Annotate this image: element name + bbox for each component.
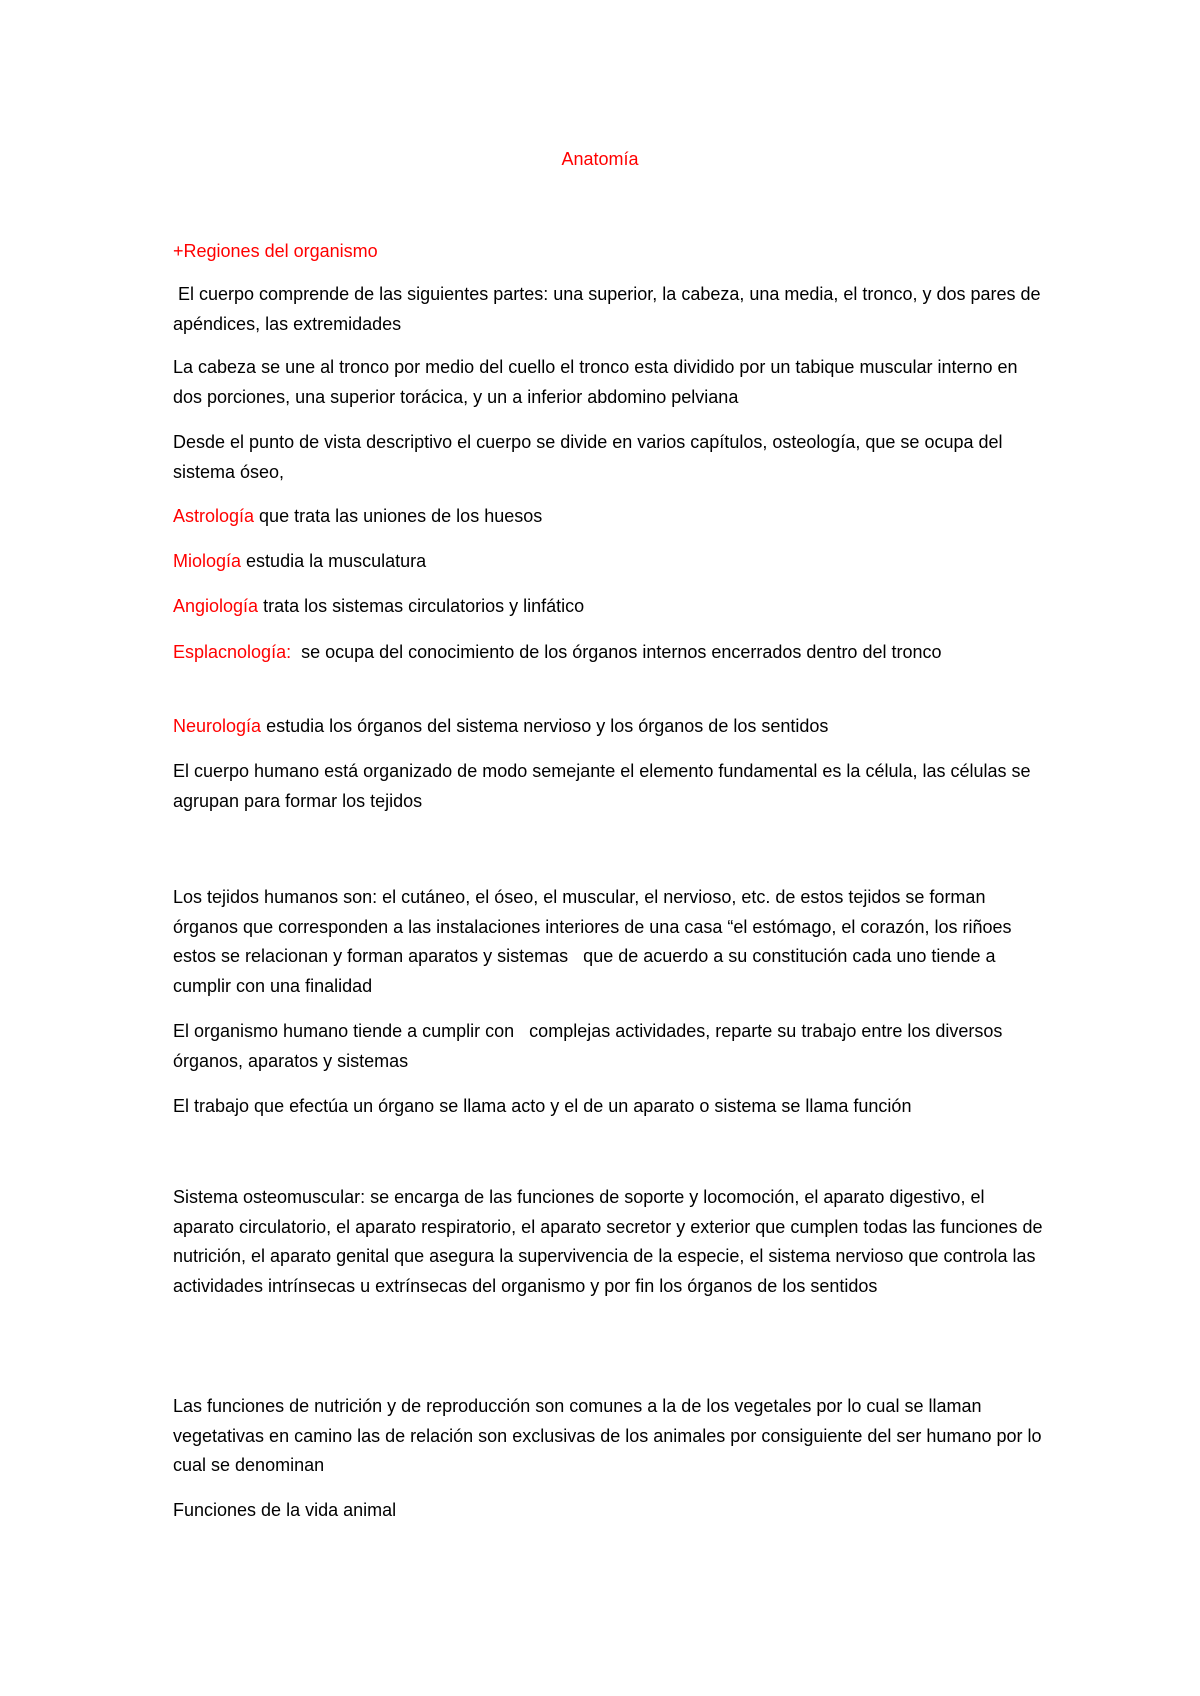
term-name: Miología <box>173 551 242 571</box>
term-astrologia <box>173 502 1043 532</box>
paragraph-text: Los tejidos humanos son: el cutáneo, el óseo, el muscular, el nervioso, etc. de estos tejidos se forman órganos que corresponden a las instalaciones interiores de una casa “el estómago, el corazón, los riñoes estos se relacionan y forman aparatos y sistemas que de acuerdo a su constitución cada uno tiende a cumplir con una finalidad <box>173 887 1027 996</box>
term-miologia <box>173 547 1043 577</box>
paragraph-text: Desde el punto de vista descriptivo el cuerpo se divide en varios capítulos, osteología, que se ocupa del sistema óseo, <box>173 432 1003 482</box>
term-angiologia <box>173 592 1043 622</box>
paragraph-text: El cuerpo comprende de las siguientes partes: una superior, la cabeza, una media, el tronco, y dos pares de apéndices, las extremidades <box>173 284 1046 334</box>
term-line <box>173 547 1043 577</box>
paragraph-functions <box>173 1392 1043 1481</box>
term-line <box>173 638 1043 668</box>
paragraph-text: Sistema osteomuscular: se encarga de las funciones de soporte y locomoción, el aparato digestivo, el aparato circulatorio, el aparato respiratorio, el aparato secretor y exterior que cumplen todas las funciones de nutrición, el aparato genital que asegura la supervivencia de la especie, el sistema nervioso que controla las actividades intrínsecas u extrínsecas del organismo y por fin los órganos de los sentidos <box>173 1187 1043 1296</box>
term-description: que trata las uniones de los huesos <box>254 506 543 526</box>
paragraph-animal-life <box>173 1496 1043 1526</box>
paragraph-systems <box>173 1183 1043 1301</box>
paragraph-text: El organismo humano tiende a cumplir con complejas actividades, reparte su trabajo entre los diversos órganos, aparatos y sistemas <box>173 1021 1008 1071</box>
term-description: se ocupa del conocimiento de los órganos internos encerrados dentro del tronco <box>291 642 942 662</box>
term-name: Angiología <box>173 596 259 616</box>
section-heading-text: +Regiones del organismo <box>173 241 378 261</box>
term-line <box>173 712 1043 742</box>
paragraph-cell <box>173 757 1043 816</box>
paragraph-act-function <box>173 1092 1043 1122</box>
term-line <box>173 592 1043 622</box>
paragraph-text: Funciones de la vida animal <box>173 1500 397 1520</box>
paragraph-head-trunk <box>173 353 1043 412</box>
section-heading <box>173 237 1043 267</box>
paragraph-text: La cabeza se une al tronco por medio del cuello el tronco esta dividido por un tabique muscular interno en dos porciones, una superior torácica, y un a inferior abdomino pelviana <box>173 357 1018 407</box>
paragraph-descriptive <box>173 428 1043 487</box>
term-name: Esplacnología: <box>173 642 292 662</box>
term-name: Astrología <box>173 506 255 526</box>
term-esplacnologia <box>173 638 1043 668</box>
term-description: trata los sistemas circulatorios y linfático <box>258 596 585 616</box>
paragraph-text: Las funciones de nutrición y de reproducción son comunes a la de los vegetales por lo cual se llaman vegetativas en camino las de relación son exclusivas de los animales por consiguiente del ser humano por lo cual se denominan <box>173 1396 1042 1475</box>
paragraph-organism <box>173 1017 1043 1076</box>
paragraph-text: El trabajo que efectúa un órgano se llama acto y el de un aparato o sistema se llama función <box>173 1096 912 1116</box>
term-description: estudia la musculatura <box>241 551 427 571</box>
term-line <box>173 502 1043 532</box>
term-neurologia <box>173 712 1043 742</box>
term-name: Neurología <box>173 716 262 736</box>
paragraph-text: El cuerpo humano está organizado de modo semejante el elemento fundamental es la célula, las células se agrupan para formar los tejidos <box>173 761 1031 811</box>
paragraph-body-parts <box>173 280 1046 339</box>
paragraph-tissues <box>173 883 1043 1001</box>
term-description: estudia los órganos del sistema nervioso y los órganos de los sentidos <box>261 716 829 736</box>
document-title: Anatomía <box>561 149 639 169</box>
